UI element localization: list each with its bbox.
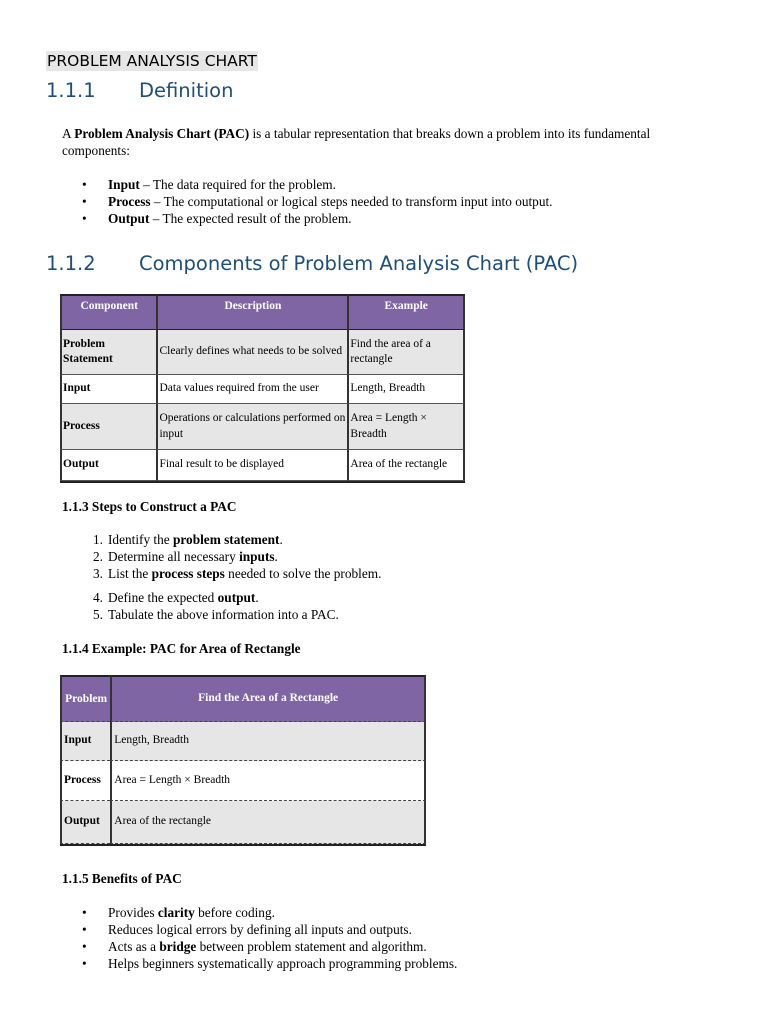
step-text: needed to solve the problem. (224, 566, 382, 581)
list-item (62, 210, 553, 227)
row-label: Input (60, 375, 156, 404)
table-row (60, 761, 426, 801)
step-text: Tabulate the above information into a PAC. (108, 607, 339, 622)
table-cell: Area of the rectangle (347, 450, 465, 481)
list-item (62, 606, 339, 623)
benefit-text: before coding. (194, 905, 275, 920)
table-cell: Clearly defines what needs to be solved (156, 330, 347, 375)
definition-bullet-list (62, 176, 553, 227)
benefits-list (62, 904, 457, 972)
header-label: Problem (65, 692, 108, 705)
list-item (62, 531, 381, 548)
step-number: 1. (93, 532, 103, 547)
definition-text-pre: A (62, 126, 75, 141)
row-label: Output (60, 801, 110, 844)
table-row (60, 722, 426, 761)
section-title: Components of Problem Analysis Chart (PAC) (139, 252, 579, 275)
table-cell: Length, Breadth (347, 375, 465, 404)
list-item (62, 589, 339, 606)
table-row (60, 801, 426, 844)
column-header: Description (156, 294, 347, 330)
section-number: 1.1.2 (46, 252, 96, 275)
list-item (62, 176, 553, 193)
step-bold: problem statement (173, 532, 280, 547)
benefit-text: Reduces logical errors by defining all inputs and outputs. (108, 922, 412, 937)
benefit-text: Provides (108, 905, 158, 920)
step-text: . (274, 549, 278, 564)
table-cell: Length, Breadth (110, 722, 426, 761)
bullet-term: Input (108, 177, 140, 192)
components-table (60, 294, 465, 483)
benefit-text: Acts as a (108, 939, 160, 954)
list-item (62, 938, 457, 955)
list-item (62, 921, 457, 938)
table-row (60, 330, 465, 375)
table-cell: Operations or calculations performed on input (156, 404, 347, 450)
step-bold: process steps (151, 566, 225, 581)
example-table (60, 675, 426, 846)
table-cell: Find the area of a rectangle (347, 330, 465, 375)
row-label: Input (60, 722, 110, 761)
step-text: List the (108, 566, 152, 581)
table-cell: Area = Length × Breadth (110, 761, 426, 801)
row-label: Process (60, 404, 156, 450)
subsection-heading-example: 1.1.4 Example: PAC for Area of Rectangle (62, 641, 301, 656)
step-number: 2. (93, 549, 103, 564)
row-label: Problem Statement (60, 330, 156, 375)
step-number: 3. (93, 566, 103, 581)
definition-term: Problem Analysis Chart (PAC) (74, 126, 250, 141)
bullet-text: – The data required for the problem. (139, 177, 336, 192)
steps-list-continued (62, 589, 339, 623)
list-item (62, 193, 553, 210)
step-number: 5. (93, 607, 103, 622)
table-row (60, 375, 465, 404)
step-text: . (255, 590, 259, 605)
column-header: Find the Area of a Rectangle (110, 675, 426, 722)
steps-list (62, 531, 381, 582)
bullet-text: – The expected result of the problem. (149, 211, 352, 226)
column-header: Example (347, 294, 465, 330)
benefit-bold: bridge (159, 939, 197, 954)
step-bold: inputs (239, 549, 275, 564)
benefit-bold: clarity (157, 905, 195, 920)
bullet-text: – The computational or logical steps needed to transform input into output. (150, 194, 553, 209)
step-bold: output (217, 590, 256, 605)
list-item (62, 904, 457, 921)
step-text: Identify the (108, 532, 173, 547)
step-text: Define the expected (108, 590, 218, 605)
step-number: 4. (93, 590, 103, 605)
benefit-text: Helps beginners systematically approach programming problems. (108, 956, 458, 971)
column-header (60, 675, 110, 722)
table-cell: Area of the rectangle (110, 801, 426, 844)
document-title: PROBLEM ANALYSIS CHART (47, 52, 257, 70)
section-heading-definition (46, 79, 233, 103)
bullet-term: Process (108, 194, 151, 209)
section-title: Definition (139, 79, 234, 102)
row-label: Output (60, 450, 156, 481)
row-label: Process (60, 761, 110, 801)
definition-text-post: is a tabular representation that breaks down a problem into its fundamental components: (62, 126, 651, 158)
table-row (60, 404, 465, 450)
section-number: 1.1.1 (46, 79, 96, 102)
subsection-heading-steps: 1.1.3 Steps to Construct a PAC (62, 499, 237, 514)
definition-paragraph (62, 125, 702, 159)
step-text: . (279, 532, 283, 547)
table-cell: Final result to be displayed (156, 450, 347, 481)
list-item (62, 548, 381, 565)
step-text: Determine all necessary (108, 549, 240, 564)
bullet-term: Output (108, 211, 150, 226)
list-item (62, 955, 457, 972)
benefit-text: between problem statement and algorithm. (196, 939, 427, 954)
section-heading-components (46, 252, 578, 276)
table-row (60, 450, 465, 481)
table-cell: Data values required from the user (156, 375, 347, 404)
subsection-heading-benefits: 1.1.5 Benefits of PAC (62, 871, 182, 886)
list-item (62, 565, 381, 582)
column-header: Component (60, 294, 156, 330)
table-cell: Area = Length × Breadth (347, 404, 465, 450)
